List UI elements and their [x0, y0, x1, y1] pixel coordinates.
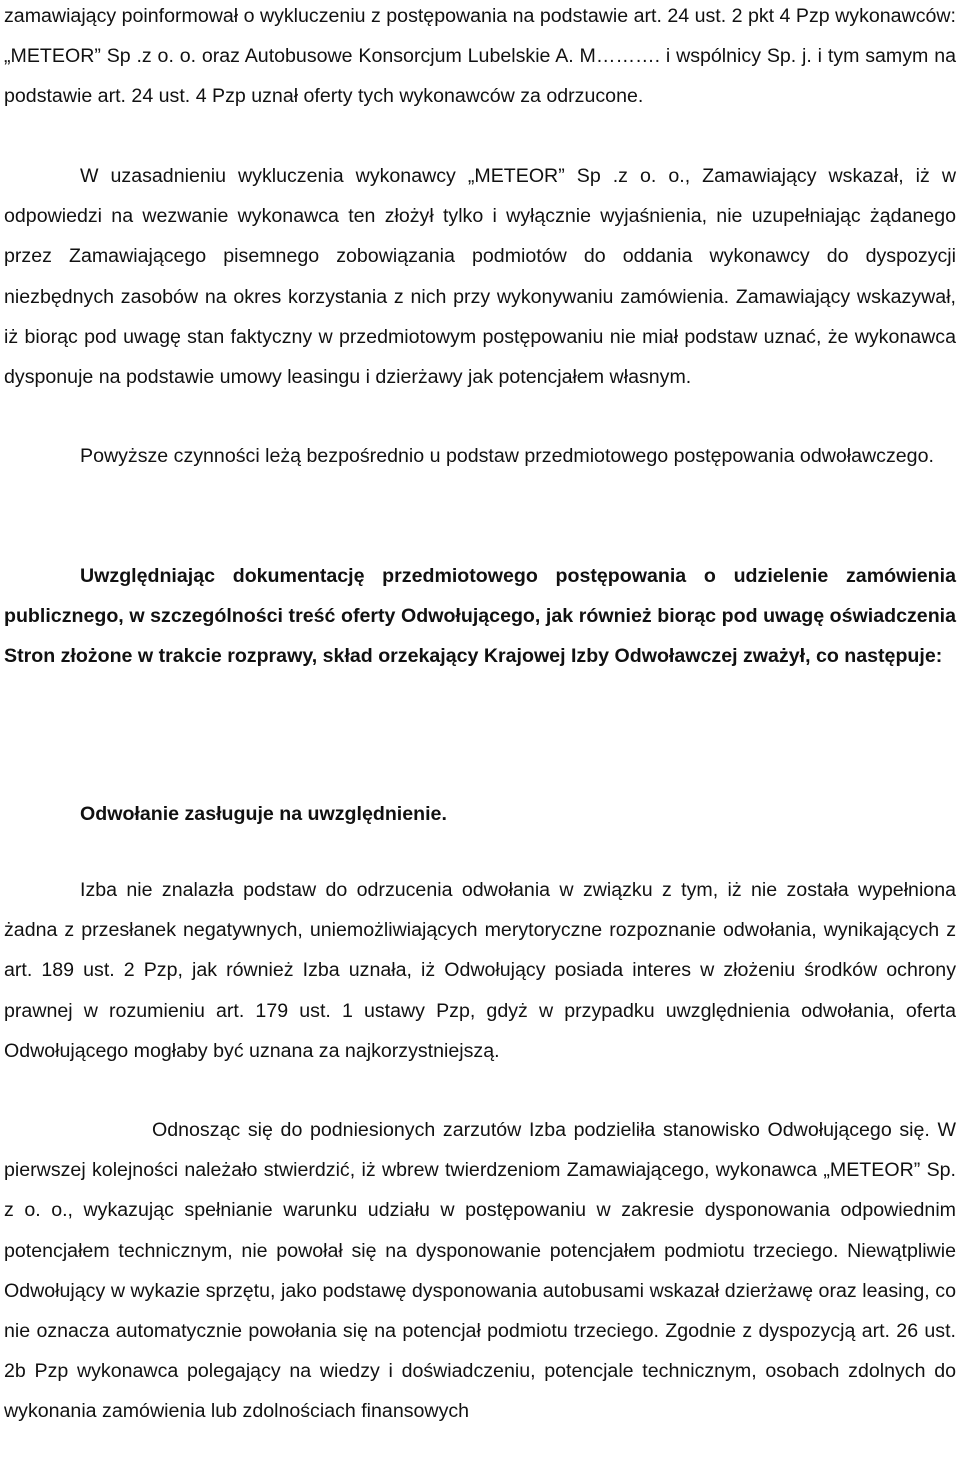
paragraph-text: Odnosząc się do podniesionych zarzutów Izba podzieliła stanowisko Odwołującego się. W pierwszej kolejności należało stwierdzić, iż wbrew twierdzeniom Zamawiającego, wykonawca „METEOR” Sp. z o. o., wykazując spełnianie warunku udziału w postępowaniu w zakresie dysponowania odpowiednim potencjałem technicznym, nie powołał się na dysponowanie potencjałem podmiotu trzeciego. Niewątpliwie Odwołujący w wykazie sprzętu, jako podstawę dysponowania autobusami wskazał dzierżawę oraz leasing, co nie oznacza automatycznie powołania się na potencjał podmiotu trzeciego. Zgodnie z dyspozycją art. 26 ust. 2b Pzp wykonawca polegający na wiedzy i doświadczeniu, potencjale technicznym, osobach zdolnych do wykonania zamówienia lub zdolnościach finansowych: [4, 1119, 956, 1423]
paragraph-text: W uzasadnieniu wykluczenia wykonawcy „METEOR” Sp .z o. o., Zamawiający wskazał, iż w odpowiedzi na wezwanie wykonawca ten złożył tylko i wyłącznie wyjaśnienia, nie uzupełniając żądanego przez Zamawiającego pisemnego zobowiązania podmiotów do oddania wykonawcy do dyspozycji niezbędnych zasobów na okres korzystania z nich przy wykonywaniu zamówienia. Zamawiający wskazywał, iż biorąc pod uwagę stan faktyczny w przedmiotowym postępowaniu nie miał podstaw uznać, że wykonawca dysponuje na podstawie umowy leasingu i dzierżawy jak potencjałem własnym.: [4, 165, 956, 389]
paragraph-verdict: [4, 794, 956, 834]
paragraph-admissibility: [4, 870, 956, 1071]
paragraph-exclusion-justification: [4, 156, 956, 397]
paragraph-merits: [4, 1110, 956, 1432]
paragraph-basis: [4, 436, 956, 476]
paragraph-text: Izba nie znalazła podstaw do odrzucenia odwołania w związku z tym, iż nie została wypełniona żadna z przesłanek negatywnych, uniemożliwiających merytoryczne rozpoznanie odwołania, wynikających z art. 189 ust. 2 Pzp, jak również Izba uznała, iż Odwołujący posiada interes w złożeniu środków ochrony prawnej w rozumieniu art. 179 ust. 1 ustawy Pzp, gdyż w przypadku uwzględnienia odwołania, oferta Odwołującego mogłaby być uznana za najkorzystniejszą.: [4, 879, 956, 1062]
paragraph-exclusion-notice: zamawiający poinformował o wykluczeniu z postępowania na podstawie art. 24 ust. 2 pkt 4 Pzp wykonawców: „METEOR” Sp .z o. o. oraz Autobusowe Konsorcjum Lubelskie A. M………. i wspólnicy Sp. j. i tym samym na podstawie art. 24 ust. 4 Pzp uznał oferty tych wykonawców za odrzucone.: [4, 5, 956, 108]
paragraph-text: Powyższe czynności leżą bezpośrednio u podstaw przedmiotowego postępowania odwoławczego.: [80, 445, 934, 467]
paragraph-considerations-heading: [4, 556, 956, 677]
paragraph-text: Odwołanie zasługuje na uwzględnienie.: [80, 803, 447, 825]
paragraph-text: Uwzględniając dokumentację przedmiotowego postępowania o udzielenie zamówienia publicznego, w szczególności treść oferty Odwołującego, jak również biorąc pod uwagę oświadczenia Stron złożone w trakcie rozprawy, skład orzekający Krajowej Izby Odwoławczej zważył, co następuje:: [4, 565, 956, 668]
